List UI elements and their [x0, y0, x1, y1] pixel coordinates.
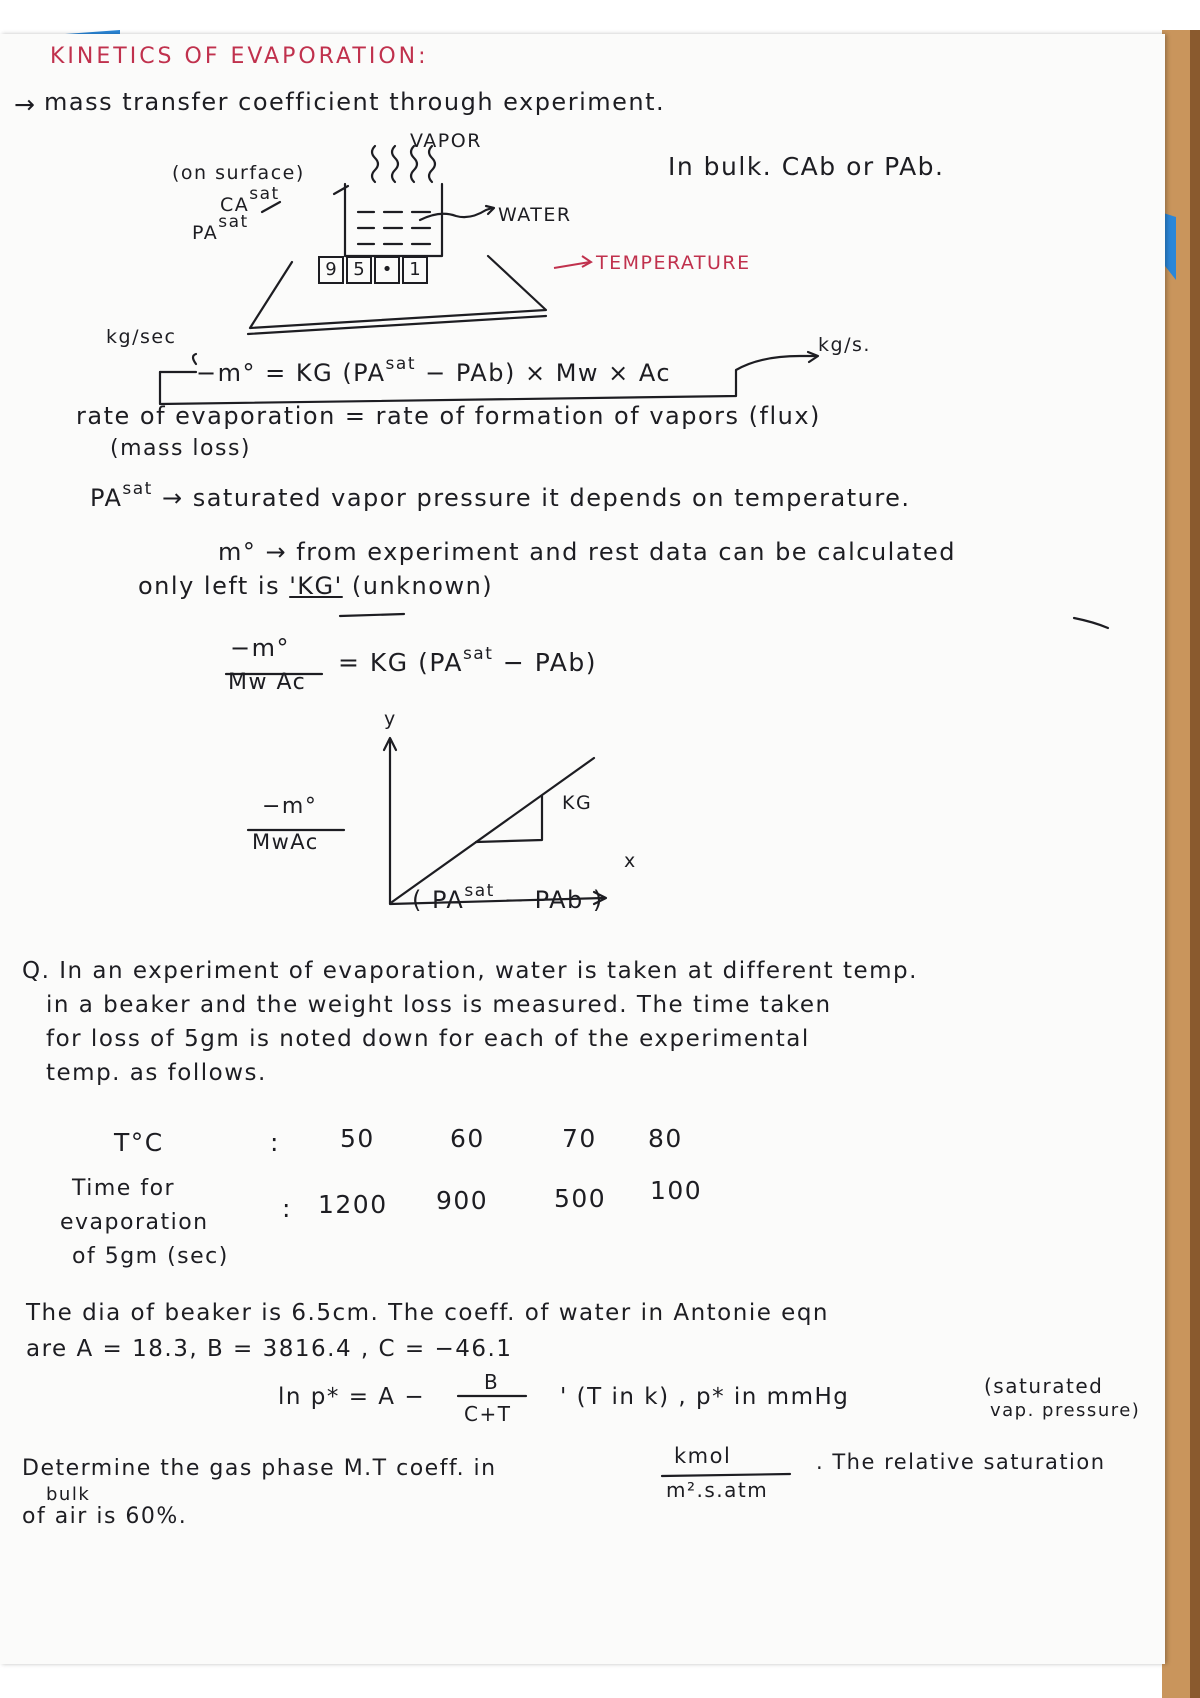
air-saturation-line: of air is 60%. — [22, 1504, 188, 1529]
antoine-equation-lhs: ln p* = A − — [278, 1384, 426, 1410]
eq2-denominator: Mw Ac — [228, 670, 307, 695]
temperature-row-label: T°C — [114, 1128, 164, 1157]
graph-x-axis-label: x — [624, 850, 637, 872]
water-label: WATER — [498, 204, 572, 226]
antoine-denominator: C+T — [464, 1402, 512, 1426]
saturated-note-2: vap. pressure) — [990, 1400, 1141, 1421]
time-value: 100 — [650, 1176, 703, 1205]
graph-y-denominator: MwAc — [252, 830, 319, 854]
time-value: 500 — [554, 1184, 607, 1213]
unit-kg-per-s-right: kg/s. — [818, 334, 871, 356]
temperature-value: 50 — [340, 1124, 375, 1153]
unit-numerator: kmol — [674, 1444, 732, 1468]
question-line-4: temp. as follows. — [46, 1060, 267, 1086]
hand-drawings — [0, 34, 1165, 1664]
temperature-value: 60 — [450, 1124, 485, 1153]
antoine-numerator: B — [484, 1370, 500, 1394]
unit-denominator: m².s.atm — [666, 1478, 769, 1502]
temperature-row-colon: : — [270, 1128, 280, 1157]
notebook-page — [0, 34, 1165, 1664]
temperature-value: 80 — [648, 1124, 683, 1153]
subtitle: mass transfer coefficient through experiment. — [44, 88, 666, 116]
eq2-rhs: = KG $(PA^{sat} - PAb)$ — [338, 644, 597, 677]
saturated-note-1: (saturated — [984, 1374, 1104, 1398]
temperature-label: TEMPERATURE — [596, 252, 751, 274]
unknown-note: only left is 'KG' (unknown) — [138, 572, 494, 600]
question-line-1: Q. In an experiment of evaporation, water is taken at different temp. — [22, 958, 918, 984]
desk-edge-shadow — [1190, 30, 1200, 1698]
question-line-2: in a beaker and the weight loss is measured. The time taken — [46, 992, 832, 1018]
display-digit: 1 — [402, 256, 428, 284]
antoine-coefficients: are A = 18.3, B = 3816.4 , C = −46.1 — [26, 1336, 513, 1362]
temperature-value: 70 — [562, 1124, 597, 1153]
eq2-numerator: −m° — [230, 634, 290, 662]
mass-loss-note: (mass loss) — [110, 436, 251, 461]
fraction-bars — [226, 674, 790, 1476]
graph-axes — [384, 738, 606, 904]
graph-y-axis-label: y — [384, 708, 397, 730]
ca-sat-label: CAsat — [220, 184, 280, 216]
graph-x-quantity: ( $PA^{sat}$ − PAb ) — [412, 881, 604, 914]
antoine-units: ' (T in k) , p* in mmHg — [560, 1384, 850, 1410]
m-experiment-note: m° → from experiment and rest data can be calculated — [218, 538, 956, 566]
display-digit: 5 — [346, 256, 372, 284]
psat-definition: $PA^{sat}$ → saturated vapor pressure it depends on temperature. — [90, 479, 911, 512]
time-value: 1200 — [318, 1190, 388, 1219]
time-value: 900 — [436, 1186, 489, 1215]
bulk-note: In bulk. CAb or PAb. — [668, 152, 945, 181]
time-row-label-2: evaporation — [60, 1210, 209, 1235]
vapor-label: VAPOR — [410, 130, 482, 152]
equation-box — [160, 352, 818, 404]
question-line-3: for loss of 5gm is noted down for each of the experimental — [46, 1026, 810, 1052]
graph-y-numerator: −m° — [262, 794, 318, 819]
display-digit: 9 — [318, 256, 344, 284]
equation-mass-transfer: −m° = KG $(PA^{sat} - PAb) \times Mw \times Ac$ — [196, 354, 672, 387]
beaker-data-line: The dia of beaker is 6.5cm. The coeff. of water in Antonie eqn — [26, 1300, 830, 1326]
arrow-icon: → — [14, 90, 37, 119]
pa-sat-label: PAsat — [192, 212, 249, 244]
underline-marks — [340, 614, 1108, 628]
time-row-label-3: of 5gm (sec) — [72, 1244, 229, 1269]
rate-definition: rate of evaporation = rate of formation of vapors (flux) — [76, 402, 821, 430]
page-title: KINETICS OF EVAPORATION: — [50, 44, 429, 69]
bulk-insert: bulk — [46, 1484, 91, 1505]
time-row-colon: : — [282, 1194, 292, 1223]
unit-kg-per-sec-left: kg/sec — [106, 326, 177, 348]
determine-line: Determine the gas phase M.T coeff. in — [22, 1456, 497, 1481]
top-background — [0, 0, 1200, 34]
display-digit: • — [374, 256, 400, 284]
beaker-drawing — [248, 146, 591, 334]
time-row-label-1: Time for — [72, 1176, 176, 1201]
relative-saturation-line: . The relative saturation — [816, 1450, 1106, 1474]
surface-label: (on surface) — [172, 162, 305, 184]
graph-slope-label: KG — [562, 792, 593, 814]
